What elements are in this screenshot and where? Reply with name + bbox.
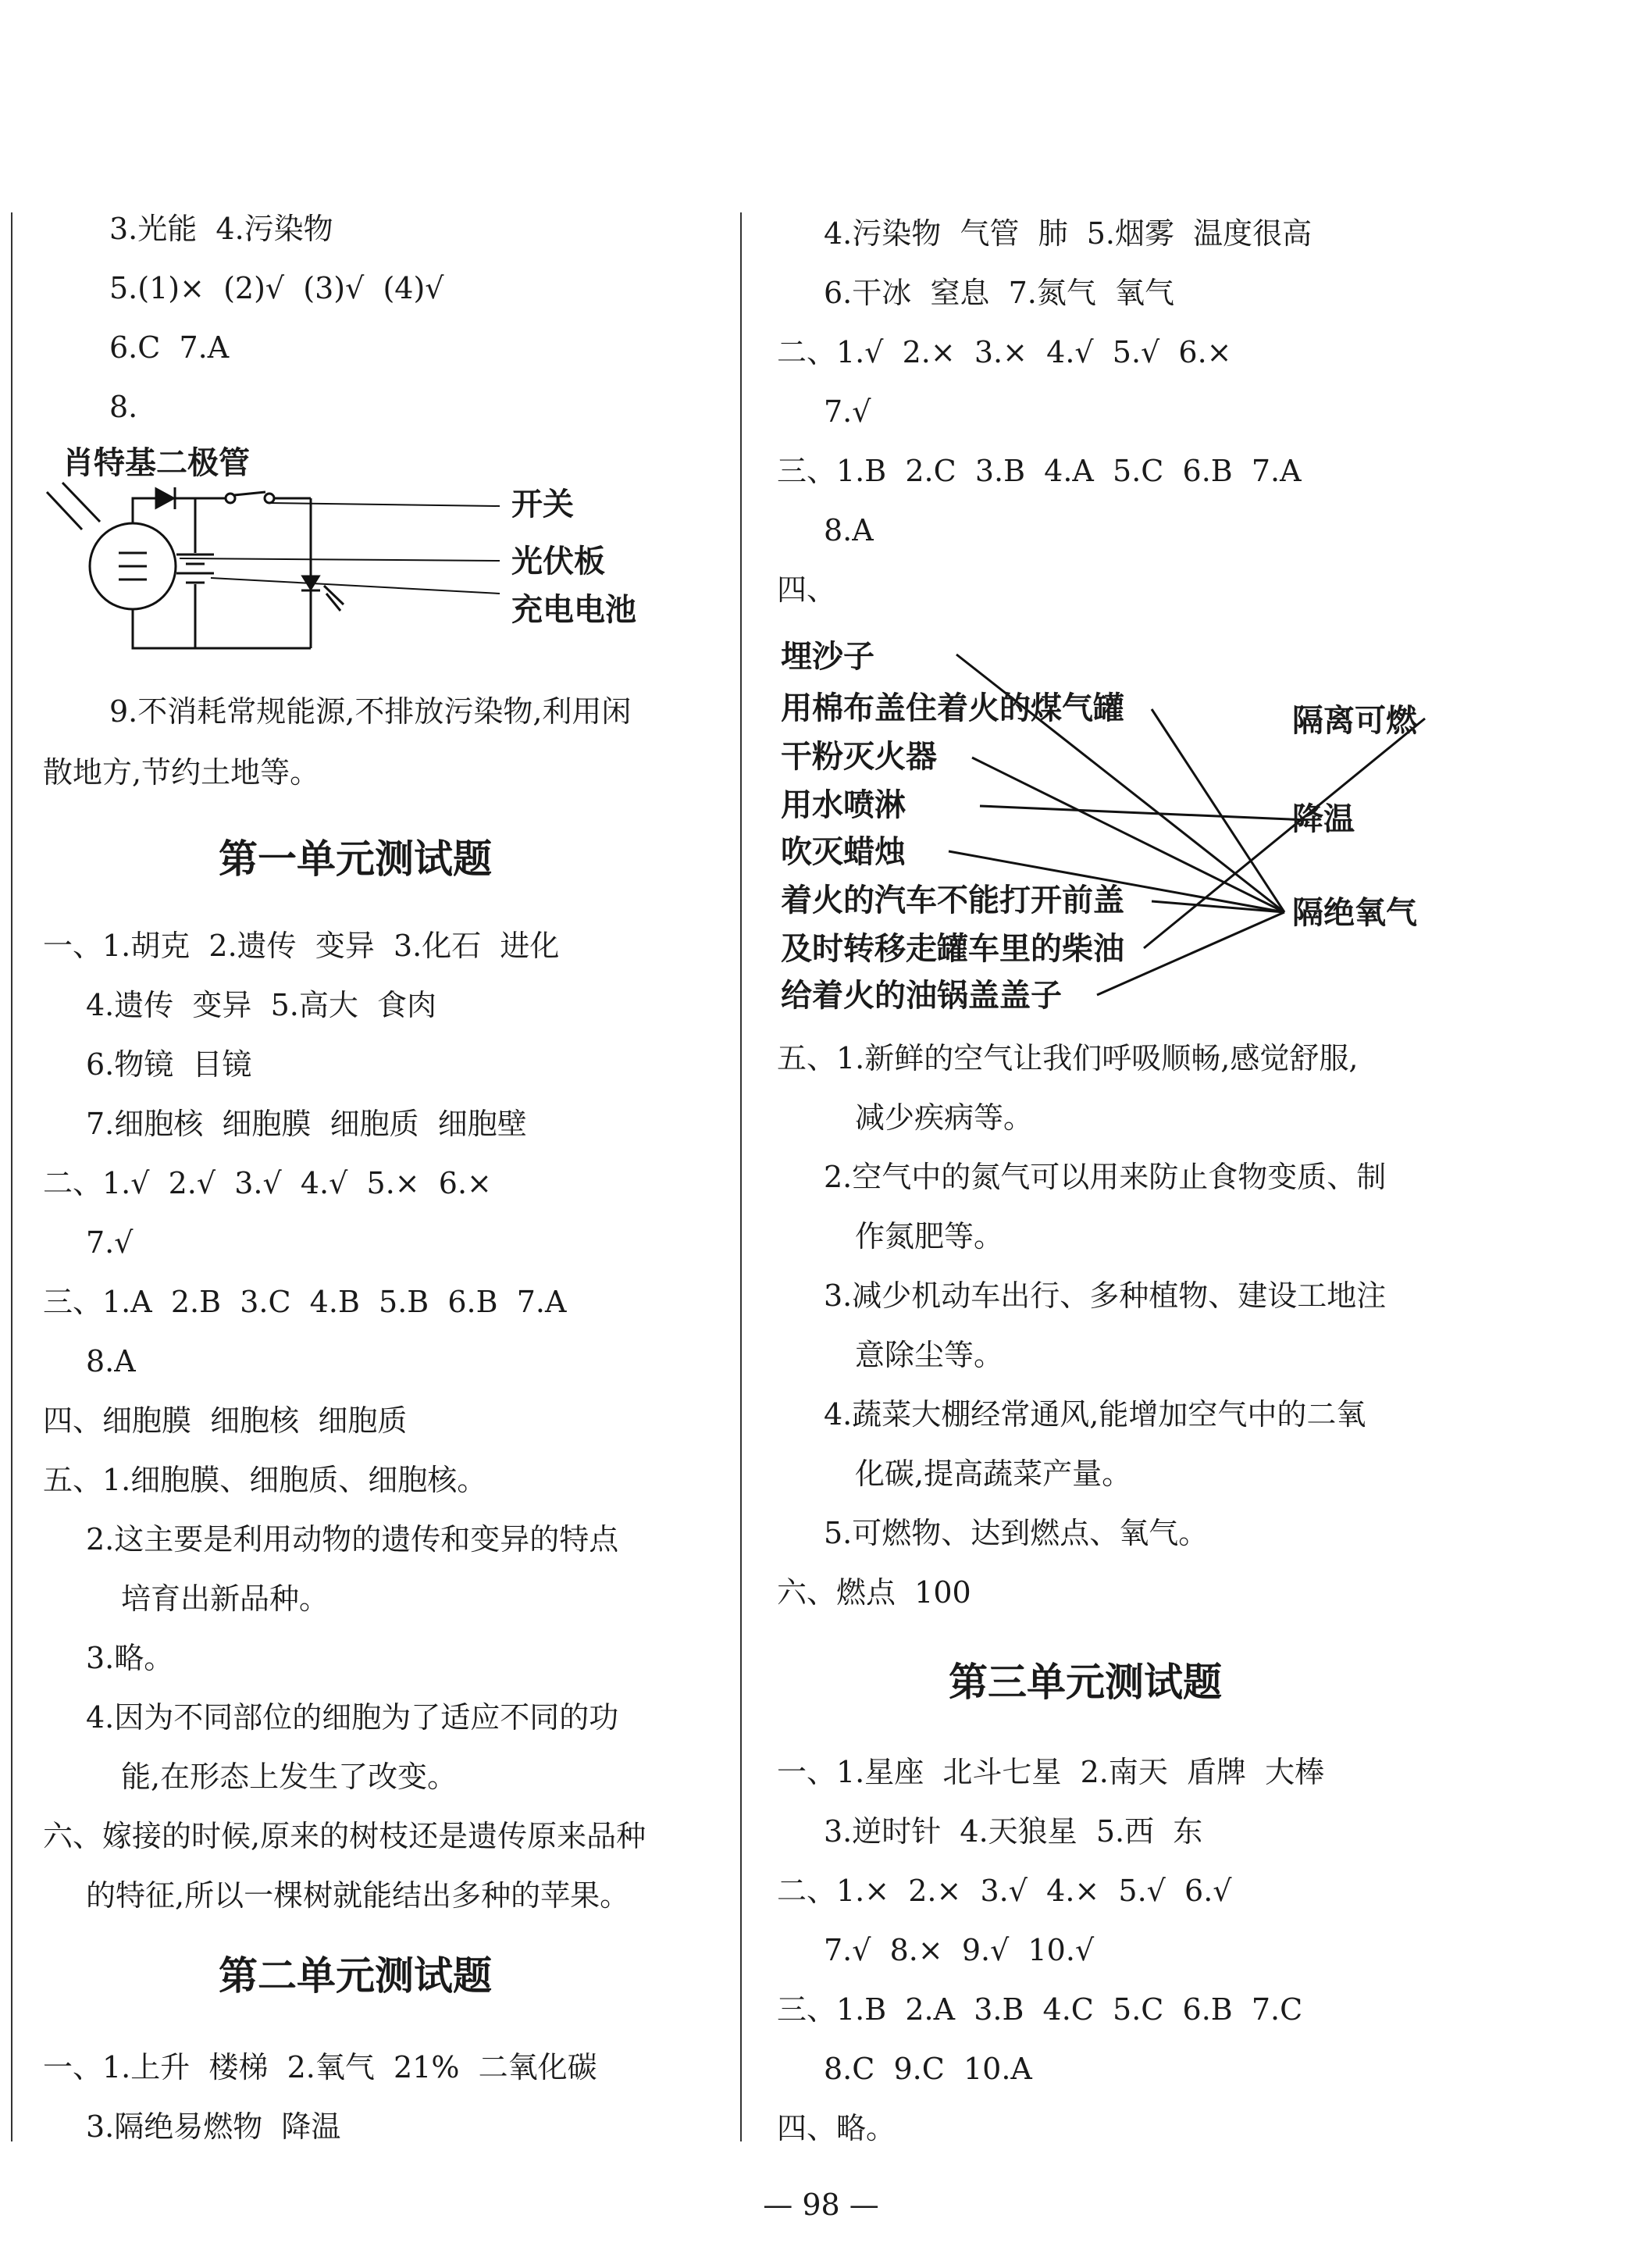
match-right-item: 降温 [1292, 801, 1355, 837]
panel-label: 光伏板 [511, 544, 605, 579]
answer-line: 五、1.细胞膜、细胞质、细胞核。 [43, 1463, 487, 1497]
match-left-item: 埋沙子 [781, 639, 874, 675]
match-left-item: 着火的汽车不能打开前盖 [781, 883, 1124, 918]
answer-line: 意除尘等。 [855, 1338, 1004, 1372]
answer-line: 5.(1)× (2)√ (3)√ (4)√ [109, 271, 444, 305]
answer-line: 3.逆时针 4.天狼星 5.西 东 [824, 1814, 1203, 1849]
column-divider [740, 212, 742, 2141]
answer-line: 四、略。 [777, 2111, 896, 2145]
answer-line: 2.这主要是利用动物的遗传和变异的特点 [86, 1522, 619, 1557]
match-left-item: 吹灭蜡烛 [781, 834, 906, 870]
answer-line: 7.√ [824, 394, 871, 429]
page-number: — 98 — [763, 2188, 879, 2222]
answer-line: 4.蔬菜大棚经常通风,能增加空气中的二氧 [824, 1397, 1366, 1432]
match-left-item: 给着火的油锅盖盖子 [781, 978, 1062, 1014]
answer-line: 8.A [86, 1344, 136, 1378]
answer-line: 一、1.胡克 2.遗传 变异 3.化石 进化 [43, 929, 560, 963]
answer-line: 二、1.√ 2.√ 3.√ 4.√ 5.× 6.× [43, 1166, 492, 1200]
answer-line: 化碳,提高蔬菜产量。 [855, 1457, 1132, 1491]
answer-line: 3.略。 [86, 1641, 174, 1675]
answer-line: 3.隔绝易燃物 降温 [86, 2109, 341, 2144]
unit1-title: 第一单元测试题 [219, 836, 492, 882]
answer-line: 3.光能 4.污染物 [109, 212, 333, 246]
answer-line: 4.遗传 变异 5.高大 食肉 [86, 988, 436, 1022]
answer-line: 三、1.B 2.A 3.B 4.C 5.C 6.B 7.C [777, 1992, 1303, 2027]
answer-line: 7.细胞核 细胞膜 细胞质 细胞壁 [86, 1107, 527, 1141]
diode-label: 肖特基二极管 [62, 445, 250, 481]
match-right-item: 隔绝氧气 [1292, 895, 1417, 931]
answer-line: 2.空气中的氮气可以用来防止食物变质、制 [824, 1160, 1387, 1194]
match-left-item: 干粉灭火器 [781, 739, 937, 775]
answer-line: 二、1.√ 2.× 3.× 4.√ 5.√ 6.× [777, 335, 1232, 369]
answer-line: 六、嫁接的时候,原来的树枝还是遗传原来品种 [43, 1819, 646, 1853]
match-right-item: 隔离可燃 [1292, 703, 1417, 739]
answer-line: 培育出新品种。 [121, 1582, 329, 1616]
answer-line: 3.减少机动车出行、多种植物、建设工地注 [824, 1278, 1387, 1313]
answer-line: 4.污染物 气管 肺 5.烟雾 温度很高 [824, 216, 1313, 251]
answer-line: 一、1.上升 楼梯 2.氧气 21% 二氧化碳 [43, 2050, 597, 2084]
answer-line: 的特征,所以一棵树就能结出多种的苹果。 [86, 1878, 630, 1913]
answer-line: 五、1.新鲜的空气让我们呼吸顺畅,感觉舒服, [777, 1041, 1359, 1075]
answer-line: 6.C 7.A [109, 330, 230, 365]
match-left-item: 用棉布盖住着火的煤气罐 [781, 690, 1124, 726]
switch-label: 开关 [511, 487, 574, 522]
answer-line: 5.可燃物、达到燃点、氧气。 [824, 1516, 1209, 1550]
answer-line: 六、燃点 100 [777, 1575, 971, 1610]
answer-line: 三、1.B 2.C 3.B 4.A 5.C 6.B 7.A [777, 454, 1302, 488]
match-left-item: 用水喷淋 [781, 787, 906, 823]
matching-lines [746, 625, 1642, 1031]
answer-line: 6.物镜 目镜 [86, 1047, 252, 1082]
answer-line: 三、1.A 2.B 3.C 4.B 5.B 6.B 7.A [43, 1285, 567, 1319]
unit3-title: 第三单元测试题 [949, 1660, 1222, 1705]
match-left-item: 及时转移走罐车里的柴油 [781, 931, 1124, 967]
answer-line: 能,在形态上发生了改变。 [121, 1760, 458, 1794]
unit2-title: 第二单元测试题 [219, 1953, 492, 1999]
answer-line: 二、1.× 2.× 3.√ 4.× 5.√ 6.√ [777, 1874, 1232, 1908]
answer-line: 减少疾病等。 [855, 1100, 1034, 1135]
answer-line: 四、细胞膜 细胞核 细胞质 [43, 1403, 408, 1438]
answer-line: 9.不消耗常规能源,不排放污染物,利用闲 [109, 694, 632, 729]
answer-line: 7.√ 8.× 9.√ 10.√ [824, 1933, 1095, 1967]
answer-line: 散地方,节约土地等。 [43, 755, 320, 790]
answer-line: 8.C 9.C 10.A [824, 2052, 1032, 2086]
answer-line: 8.A [824, 513, 874, 547]
answer-line: 一、1.星座 北斗七星 2.南天 盾牌 大棒 [777, 1755, 1325, 1789]
answer-line: 4.因为不同部位的细胞为了适应不同的功 [86, 1700, 619, 1735]
answer-line: 四、 [777, 572, 837, 607]
answer-line: 8. [109, 390, 138, 424]
answer-line: 作氮肥等。 [855, 1219, 1004, 1253]
answer-line: 7.√ [86, 1225, 134, 1260]
answer-line: 6.干冰 窒息 7.氮气 氧气 [824, 276, 1174, 310]
battery-label: 充电电池 [511, 592, 636, 628]
